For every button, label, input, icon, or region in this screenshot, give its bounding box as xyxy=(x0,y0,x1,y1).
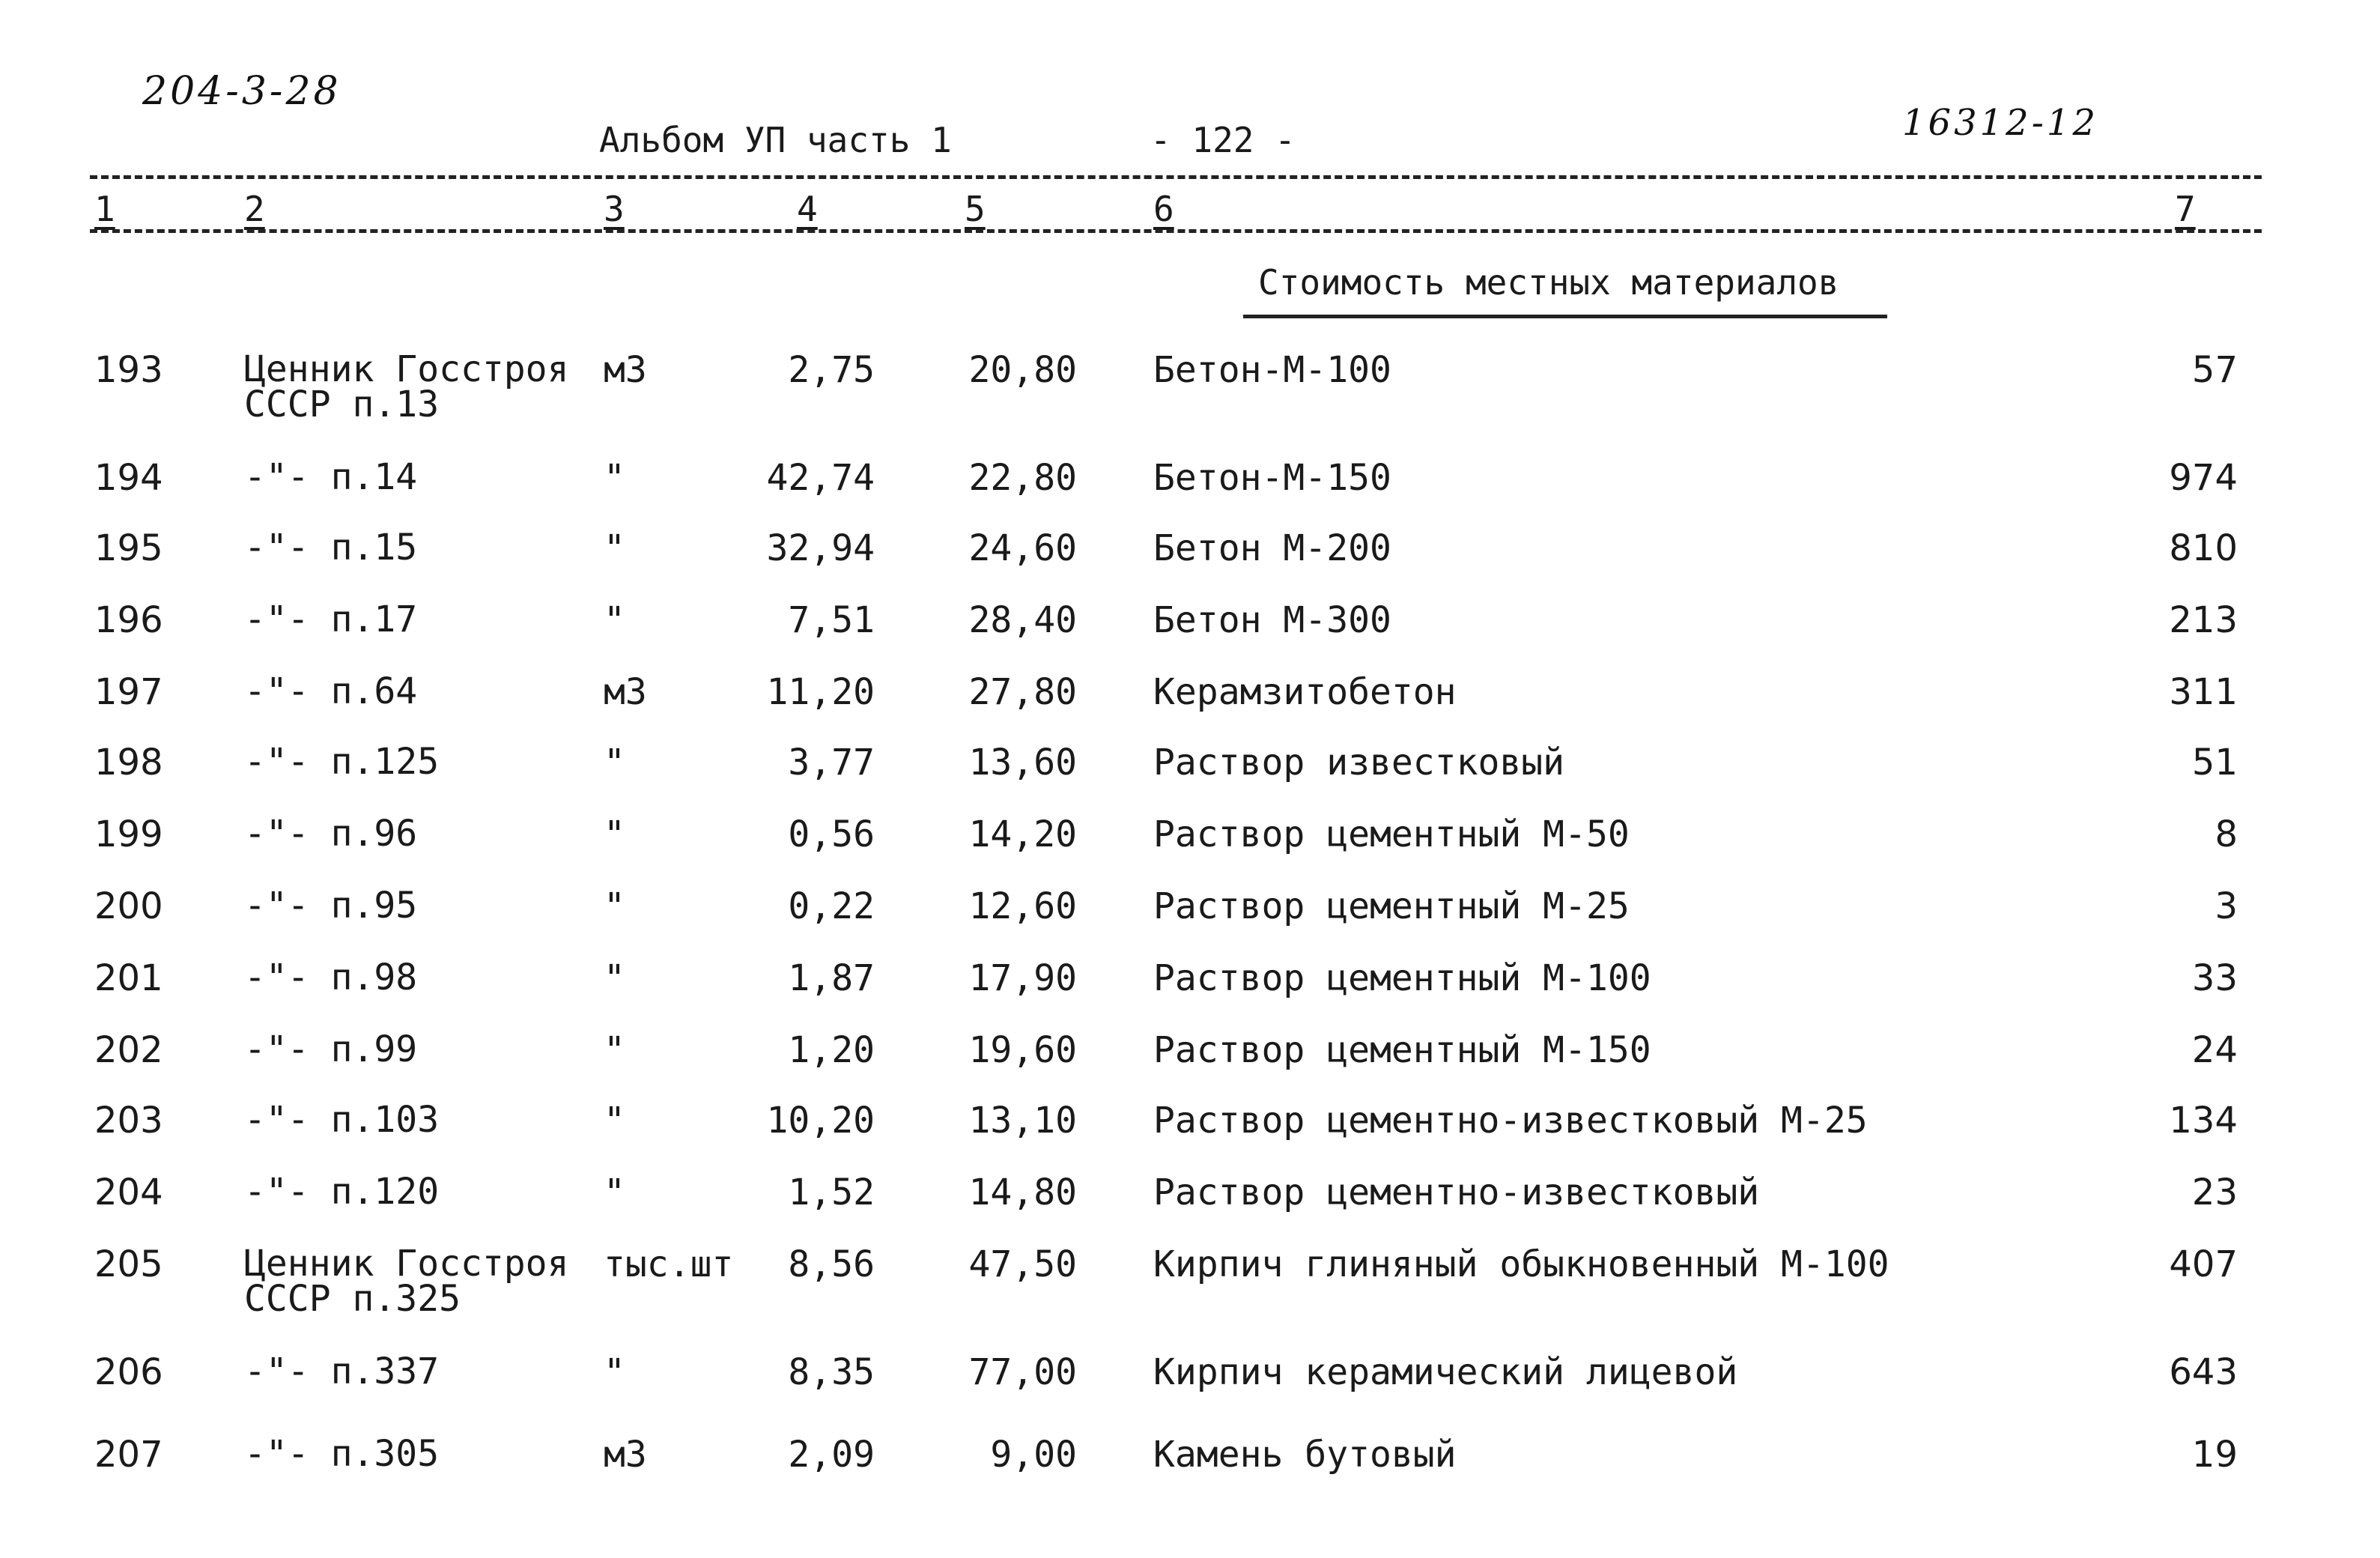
row-total: 51 xyxy=(2191,742,2238,783)
row-total: 19 xyxy=(2191,1434,2238,1476)
row-unit: м3 xyxy=(604,1434,647,1476)
row-total: 643 xyxy=(2169,1351,2238,1393)
table-row xyxy=(0,527,2380,602)
row-price: 24,60 xyxy=(968,527,1077,569)
column-number: 5 xyxy=(965,189,986,229)
row-quantity: 2,09 xyxy=(788,1434,875,1476)
row-unit: тыс.шт xyxy=(604,1243,734,1285)
row-quantity: 3,77 xyxy=(788,742,875,783)
row-material-name: Раствор цементный М-25 xyxy=(1153,885,1630,927)
row-source: -"- п.305 xyxy=(244,1433,440,1475)
row-quantity: 8,56 xyxy=(788,1243,875,1285)
row-total: 57 xyxy=(2191,349,2238,391)
row-quantity: 2,75 xyxy=(788,349,875,391)
column-number: 7 xyxy=(2175,189,2196,229)
column-number: 4 xyxy=(797,189,818,229)
row-quantity: 7,51 xyxy=(788,599,875,641)
table-row xyxy=(0,741,2380,816)
row-price: 27,80 xyxy=(968,671,1077,713)
row-number: 203 xyxy=(94,1100,163,1142)
row-unit: " xyxy=(604,1351,625,1393)
row-material-name: Бетон М-300 xyxy=(1153,599,1391,641)
row-material-name: Раствор известковый xyxy=(1153,742,1565,783)
row-source: -"- п.96 xyxy=(244,813,418,855)
section-title-underline xyxy=(1243,315,1887,318)
album-title: Альбом УП часть 1 xyxy=(599,120,952,160)
row-price: 19,60 xyxy=(968,1029,1077,1071)
table-row xyxy=(0,1028,2380,1104)
row-unit: " xyxy=(604,1100,625,1142)
table-row xyxy=(0,348,2380,426)
row-number: 204 xyxy=(94,1171,163,1213)
row-total: 24 xyxy=(2191,1029,2238,1071)
table-row xyxy=(0,1243,2380,1321)
row-unit: " xyxy=(604,885,625,927)
row-total: 407 xyxy=(2169,1243,2238,1285)
row-total: 134 xyxy=(2169,1100,2238,1142)
row-quantity: 1,87 xyxy=(788,957,875,999)
row-total: 33 xyxy=(2191,957,2238,999)
row-source: -"- п.14 xyxy=(244,456,418,498)
row-source: -"- п.125 xyxy=(244,741,440,783)
row-total: 974 xyxy=(2169,457,2238,499)
row-unit: " xyxy=(604,457,625,499)
table-row xyxy=(0,1099,2380,1174)
row-quantity: 0,56 xyxy=(788,813,875,855)
row-total: 3 xyxy=(2214,885,2238,927)
row-material-name: Раствор цементно-известковый М-25 xyxy=(1153,1100,1868,1142)
row-number: 194 xyxy=(94,457,163,499)
row-number: 205 xyxy=(94,1243,163,1285)
row-source: -"- п.17 xyxy=(244,598,418,640)
row-quantity: 1,20 xyxy=(788,1029,875,1071)
handwritten-document-code: 204-3-28 xyxy=(142,69,341,114)
row-quantity: 0,22 xyxy=(788,885,875,927)
row-total: 213 xyxy=(2169,599,2238,641)
row-unit: " xyxy=(604,813,625,855)
table-row xyxy=(0,1351,2380,1426)
row-total: 810 xyxy=(2169,527,2238,569)
row-source: -"- п.120 xyxy=(244,1171,440,1213)
row-number: 198 xyxy=(94,742,163,783)
row-unit: " xyxy=(604,957,625,999)
table-row xyxy=(0,885,2380,960)
row-material-name: Камень бутовый xyxy=(1153,1434,1457,1476)
handwritten-inventory-number: 16312-12 xyxy=(1902,102,2098,144)
row-source: -"- п.103 xyxy=(244,1099,440,1141)
row-material-name: Раствор цементный М-50 xyxy=(1153,813,1630,855)
row-material-name: Раствор цементно-известковый xyxy=(1153,1171,1760,1213)
row-price: 13,60 xyxy=(968,742,1077,783)
page-number: - 122 - xyxy=(1150,120,1296,160)
row-source: -"- п.15 xyxy=(244,527,418,569)
row-number: 193 xyxy=(94,349,163,391)
row-quantity: 8,35 xyxy=(788,1351,875,1393)
column-number: 2 xyxy=(244,189,265,229)
row-quantity: 10,20 xyxy=(766,1100,875,1142)
row-price: 14,80 xyxy=(968,1171,1077,1213)
row-material-name: Раствор цементный М-100 xyxy=(1153,957,1651,999)
row-source: -"- п.95 xyxy=(244,885,418,927)
row-number: 200 xyxy=(94,885,163,927)
row-quantity: 42,74 xyxy=(766,457,875,499)
row-number: 206 xyxy=(94,1351,163,1393)
row-source: -"- п.64 xyxy=(244,670,418,712)
row-material-name: Кирпич глиняный обыкновенный М-100 xyxy=(1153,1243,1889,1285)
table-row xyxy=(0,598,2380,674)
table-row xyxy=(0,1433,2380,1509)
row-source: Ценник Госстроя СССР п.325 xyxy=(244,1243,569,1321)
column-number-dash-line xyxy=(90,229,2262,233)
row-price: 77,00 xyxy=(968,1351,1077,1393)
row-source: -"- п.337 xyxy=(244,1351,440,1392)
row-number: 196 xyxy=(94,599,163,641)
row-price: 13,10 xyxy=(968,1100,1077,1142)
column-number: 6 xyxy=(1153,189,1174,229)
row-unit: " xyxy=(604,742,625,783)
row-number: 197 xyxy=(94,671,163,713)
row-price: 20,80 xyxy=(968,349,1077,391)
row-price: 22,80 xyxy=(968,457,1077,499)
table-row xyxy=(0,670,2380,746)
row-source: -"- п.98 xyxy=(244,957,418,998)
row-unit: " xyxy=(604,527,625,569)
row-unit: " xyxy=(604,599,625,641)
row-quantity: 11,20 xyxy=(766,671,875,713)
column-number: 3 xyxy=(604,189,625,229)
row-price: 12,60 xyxy=(968,885,1077,927)
row-material-name: Бетон М-200 xyxy=(1153,527,1391,569)
row-material-name: Бетон-М-100 xyxy=(1153,349,1391,391)
row-price: 47,50 xyxy=(968,1243,1077,1285)
row-quantity: 1,52 xyxy=(788,1171,875,1213)
row-unit: " xyxy=(604,1029,625,1071)
row-number: 199 xyxy=(94,813,163,855)
row-total: 23 xyxy=(2191,1171,2238,1213)
row-total: 8 xyxy=(2214,813,2238,855)
table-row xyxy=(0,813,2380,888)
row-quantity: 32,94 xyxy=(766,527,875,569)
row-number: 195 xyxy=(94,527,163,569)
table-row xyxy=(0,957,2380,1032)
row-source: -"- п.99 xyxy=(244,1028,418,1070)
row-material-name: Керамзитобетон xyxy=(1153,671,1457,713)
table-row xyxy=(0,1171,2380,1246)
row-number: 201 xyxy=(94,957,163,999)
row-price: 28,40 xyxy=(968,599,1077,641)
row-price: 9,00 xyxy=(990,1434,1077,1476)
column-number: 1 xyxy=(94,189,115,229)
row-source: Ценник Госстроя СССР п.13 xyxy=(244,348,569,426)
row-material-name: Кирпич керамический лицевой xyxy=(1153,1351,1738,1393)
header-dash-line xyxy=(90,175,2262,179)
row-unit: м3 xyxy=(604,349,647,391)
row-unit: " xyxy=(604,1171,625,1213)
section-title: Стоимость местных материалов xyxy=(1258,262,1839,303)
row-number: 207 xyxy=(94,1434,163,1476)
table-row xyxy=(0,456,2380,532)
row-material-name: Бетон-М-150 xyxy=(1153,457,1391,499)
row-total: 311 xyxy=(2169,671,2238,713)
row-price: 17,90 xyxy=(968,957,1077,999)
row-material-name: Раствор цементный М-150 xyxy=(1153,1029,1651,1071)
row-number: 202 xyxy=(94,1029,163,1071)
row-price: 14,20 xyxy=(968,813,1077,855)
row-unit: м3 xyxy=(604,671,647,713)
